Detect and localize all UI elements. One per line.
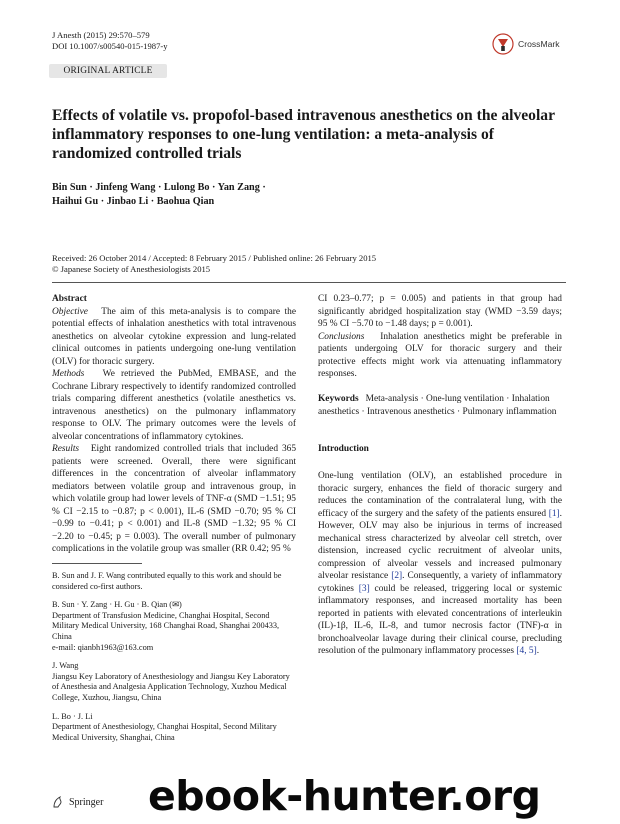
affiliation-1-email[interactable]: e-mail: qianbh1963@163.com: [52, 642, 154, 652]
journal-citation: J Anesth (2015) 29:570–579: [52, 30, 150, 40]
authors-line-1: Bin Sun · Jinfeng Wang · Lulong Bo · Yan Zang ·: [52, 182, 266, 193]
crossmark-icon: [492, 33, 514, 55]
objective-label: Objective: [52, 306, 88, 317]
methods-label: Methods: [52, 369, 85, 379]
article-title: Effects of volatile vs. propofol-based intravenous anesthetics on the alveolar inflammatory responses to one-lung ventilation: a meta-analysis of randomized controlled trials: [52, 107, 555, 162]
introduction-heading: Introduction: [318, 444, 369, 454]
intro-text-5: .: [536, 646, 540, 656]
crossmark-badge[interactable]: [492, 33, 560, 55]
received-dates: Received: 26 October 2014 / Accepted: 8 February 2015 / Published online: 26 February 2015: [52, 253, 377, 263]
journal-meta: [52, 30, 168, 52]
abstract-heading: Abstract: [52, 294, 87, 304]
affiliation-1: [52, 600, 296, 653]
intro-text-3: . Consequently, a variety of inflammatory cytokines: [318, 571, 563, 594]
crossmark-label: CrossMark: [518, 39, 560, 49]
divider: [52, 282, 566, 283]
affiliation-1-text: Department of Transfusion Medicine, Changhai Hospital, Second Military Medical University, 168 Changhai Road, Shanghai 200433, China: [52, 610, 280, 641]
article-type-tag: ORIGINAL ARTICLE: [49, 64, 167, 78]
abstract-results-continued: CI 0.23–0.77; p = 0.005) and patients in that group had significantly abridged hospitalization stay (WMD −3.59 days; 95 % CI −5.70 to −1.48 days; p = 0.001).: [318, 294, 562, 329]
abstract-methods: [52, 368, 296, 443]
keywords: [318, 393, 562, 418]
citation-link-5[interactable]: 5]: [528, 646, 537, 656]
abstract-right-column: [318, 293, 562, 381]
results-text: Eight randomized controlled trials that included 365 patients were screened. Overall, there were significant differences in the concentration of alveolar inflammatory mediators between volatile group and intravenous group, in which volatile group had lower levels of TNF-α (SMD −1.51; 95 % CI −2.15 to −0.87; p < 0.001), IL-6 (SMD −0.70; 95 % CI −0.99 to −0.41; p < 0.001) and IL-8 (SMD −1.32; 95 % CI −2.20 to −0.45; p = 0.003). The overall number of pulmonary complications in the volatile group was smaller (RR 0.42; 95 %: [52, 444, 297, 554]
abstract-objective: [52, 306, 296, 369]
copyright: © Japanese Society of Anesthesiologists 2015: [52, 264, 211, 274]
conclusions-text: Inhalation anesthetics might be preferable in patients undergoing OLV for thoracic surgery and their protective effects might work via attenuating inflammatory responses.: [318, 331, 562, 379]
affiliation-2: [52, 661, 296, 703]
author-list: [52, 181, 562, 209]
objective-text: The aim of this meta-analysis is to compare the potential effects of inhalation anesthetics with total intravenous anesthetics on alveolar cytokine expression and lung-related clinical outcomes in patients undergoing one-lung ventilation (OLV) for thoracic surgery.: [52, 306, 296, 367]
introduction-body: [318, 470, 562, 658]
authors-line-2: Haihui Gu · Jinbao Li · Baohua Qian: [52, 196, 215, 207]
affiliation-2-names: J. Wang: [52, 661, 79, 671]
affiliation-3: [52, 712, 296, 744]
affiliation-3-text: Department of Anesthesiology, Changhai Hospital, Second Military Medical University, Shanghai, China: [52, 722, 277, 742]
results-label: Results: [52, 444, 80, 454]
affiliation-2-text: Jiangsu Key Laboratory of Anesthesiology and Jiangsu Key Laboratory of Anesthesia and Analgesia Application Technology, Xuzhou Medical College, Xuzhou, Jiangsu, China: [52, 671, 290, 702]
footnote-divider: [52, 563, 142, 564]
abstract-left-column: [52, 293, 296, 556]
affiliation-1-names: B. Sun · Y. Zang · H. Gu · B. Qian (✉): [52, 600, 182, 610]
affiliation-3-names: L. Bo · J. Li: [52, 711, 93, 721]
contribution-note: B. Sun and J. F. Wang contributed equally to this work and should be considered co-first authors.: [52, 571, 282, 591]
citation-link-3[interactable]: [3]: [358, 583, 370, 594]
citation-link-2[interactable]: [2]: [391, 571, 403, 581]
citation-link-4[interactable]: [4,: [516, 646, 527, 656]
publication-dates: [52, 253, 562, 275]
watermark: ebook-hunter.org: [148, 772, 541, 820]
abstract-results: [52, 443, 296, 556]
conclusions-label: Conclusions: [318, 331, 365, 342]
methods-text: We retrieved the PubMed, EMBASE, and the Cochrane Library respectively to identify randomized controlled trials comparing different anesthetics (volatile anesthetics vs. intravenous anesthetics) on the pulmonary inflammatory response to OLV. The primary outcomes were the levels of alveolar concentrations of inflammatory cytokines.: [52, 369, 296, 442]
publisher-mark: [52, 796, 103, 808]
doi[interactable]: DOI 10.1007/s00540-015-1987-y: [52, 41, 168, 51]
springer-horse-icon: [52, 796, 64, 808]
intro-text-2: . However, OLV may also be injurious in terms of increased mechanical stress characterized by alveolar cell stretch, over distension, increased cyclic recruitment of alveolar units, compression of alveolar vessels and increased pulmonary alveolar resistance: [318, 508, 563, 581]
keywords-label: Keywords: [318, 394, 359, 404]
keywords-text: Meta-analysis · One-lung ventilation · Inhalation anesthetics · Intravenous anesthetics · Pulmonary inflammation: [318, 394, 557, 417]
intro-text-1: One-lung ventilation (OLV), an established procedure in thoracic surgery, enhances the field of thoracic surgery and reduces the contamination of the contralateral lung, with the efficacy of the surgery and the safety of the patients ensured: [318, 471, 562, 519]
publisher-name: Springer: [69, 796, 104, 808]
abstract-conclusions: [318, 331, 562, 381]
footnotes: [52, 571, 296, 751]
intro-text-4: could be released, triggering local or systemic inflammatory responses, and increased mortality has been reported in patients with elevated concentrations of interleukin (IL)-1β, IL-6, IL-8, and tumor necrosis factor (TNF)-α in bronchoalveolar lavage during their clinical course, precluding resolution of the pulmonary inflammatory processes: [318, 583, 562, 656]
citation-link-1[interactable]: [1]: [548, 508, 560, 519]
